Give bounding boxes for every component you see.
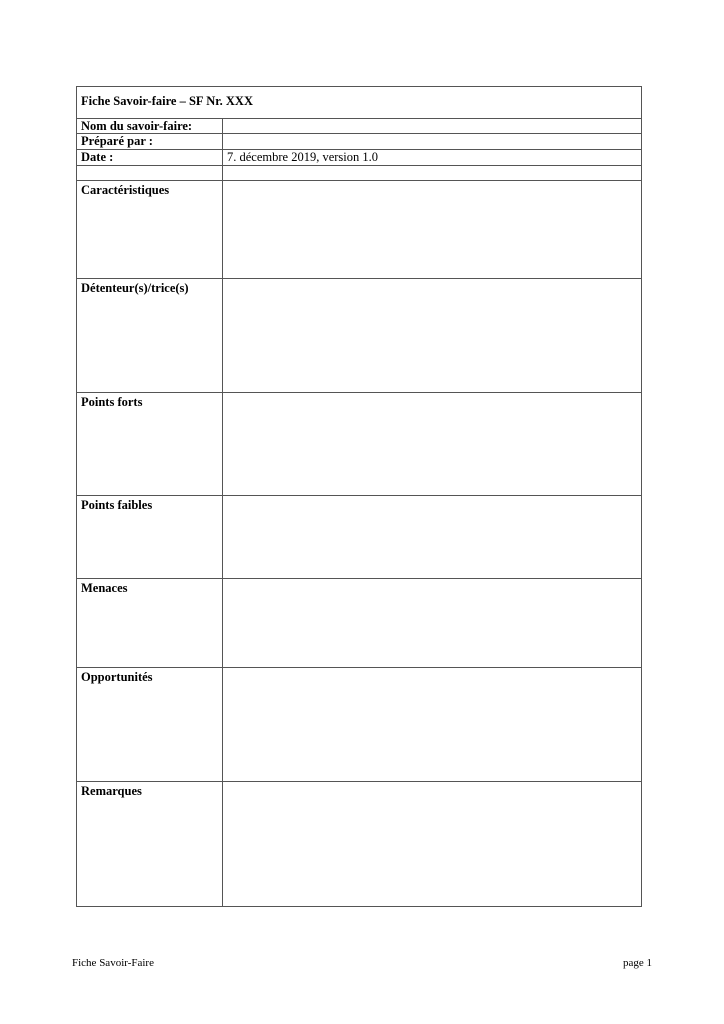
field-value-name[interactable] bbox=[223, 119, 642, 134]
field-label-name: Nom du savoir-faire: bbox=[77, 119, 223, 134]
field-value-date[interactable]: 7. décembre 2019, version 1.0 bbox=[223, 150, 642, 166]
section-content-characteristics[interactable] bbox=[223, 181, 642, 279]
field-value-prepared-by[interactable] bbox=[223, 134, 642, 150]
footer-document-title: Fiche Savoir-Faire bbox=[72, 957, 154, 969]
section-content-opportunities[interactable] bbox=[223, 668, 642, 782]
section-label-characteristics: Caractéristiques bbox=[77, 181, 223, 279]
section-label-weaknesses: Points faibles bbox=[77, 496, 223, 579]
section-label-remarks: Remarques bbox=[77, 782, 223, 907]
section-label-opportunities: Opportunités bbox=[77, 668, 223, 782]
field-label-date: Date : bbox=[77, 150, 223, 166]
knowhow-form-table bbox=[76, 86, 642, 907]
spacer-cell bbox=[223, 166, 642, 181]
section-content-weaknesses[interactable] bbox=[223, 496, 642, 579]
section-content-holders[interactable] bbox=[223, 279, 642, 393]
section-content-remarks[interactable] bbox=[223, 782, 642, 907]
footer-page-number: page 1 bbox=[622, 957, 652, 969]
section-label-holders: Détenteur(s)/trice(s) bbox=[77, 279, 223, 393]
spacer-cell bbox=[77, 166, 223, 181]
form-title: Fiche Savoir-faire – SF Nr. XXX bbox=[77, 87, 642, 119]
section-content-threats[interactable] bbox=[223, 579, 642, 668]
section-label-strengths: Points forts bbox=[77, 393, 223, 496]
section-content-strengths[interactable] bbox=[223, 393, 642, 496]
field-label-prepared-by: Préparé par : bbox=[77, 134, 223, 150]
section-label-threats: Menaces bbox=[77, 579, 223, 668]
